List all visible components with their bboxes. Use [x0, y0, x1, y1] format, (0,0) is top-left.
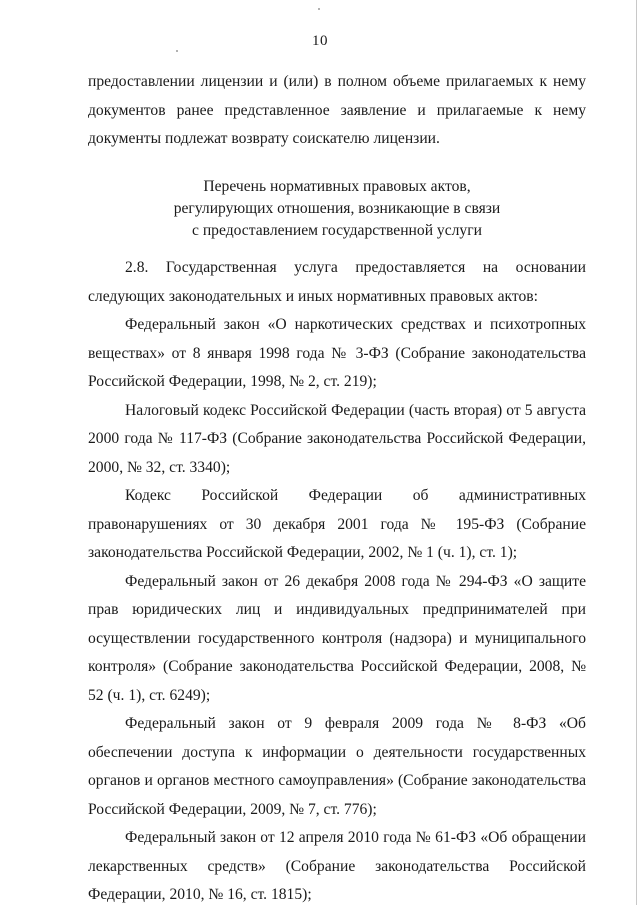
- section-heading-line-1: Перечень нормативных правовых актов,: [203, 178, 471, 195]
- section-heading-line-2: регулирующих отношения, возникающие в связи: [173, 200, 501, 217]
- legal-act-item: Федеральный закон «О наркотических средствах и психотропных веществах» от 8 января 1998 года № 3-ФЗ (Собрание законодательства Российской Федерации, 1998, № 2, ст. 219);: [88, 316, 586, 390]
- scan-edge-line: [636, 0, 637, 905]
- scan-speck: [176, 50, 178, 52]
- legal-act-item: Федеральный закон от 26 декабря 2008 года № 294-ФЗ «О защите прав юридических лиц и индивидуальных предпринимателей при осуществлении государственного контроля (надзора) и муниципального контроля» (Собрание законодательства Российской Федерации, 2008, № 52 (ч. 1), ст. 6249);: [88, 572, 586, 704]
- intro-paragraph-block: [88, 68, 586, 154]
- legal-act-item: Кодекс Российской Федерации об административных правонарушениях от 30 декабря 2001 года № 195-ФЗ (Собрание законодательства Российской Федерации, 2002, № 1 (ч. 1), ст. 1);: [88, 487, 586, 561]
- legal-act-item: Налоговый кодекс Российской Федерации (часть вторая) от 5 августа 2000 года № 117-ФЗ (Собрание законодательства Российской Федерации, 2000, № 32, ст. 3340);: [88, 401, 586, 476]
- legal-act-item: Федеральный закон от 9 февраля 2009 года № 8-ФЗ «Об обеспечении доступа к информации о деятельности государственных органов и органов местного самоуправления» (Собрание законодательства Российской Федерации, 2009, № 7, ст. 776);: [88, 715, 586, 818]
- section-heading: [88, 176, 586, 242]
- legal-acts-section: [88, 254, 586, 910]
- scan-speck: [318, 8, 320, 10]
- page-number: 10: [312, 33, 328, 49]
- section-heading-line-3: с предоставлением государственной услуги: [192, 222, 482, 239]
- clause-2-8: 2.8. Государственная услуга предоставляется на основании следующих законодательных и иных нормативных правовых актов:: [88, 259, 586, 305]
- intro-paragraph: предоставлении лицензии и (или) в полном объеме прилагаемых к нему документов ранее представленное заявление и прилагаемые к нему документы подлежат возврату соискателю лицензии.: [88, 73, 586, 147]
- legal-act-item: Федеральный закон от 12 апреля 2010 года № 61-ФЗ «Об обращении лекарственных средств» (Собрание законодательства Российской Федерации, 2010, № 16, ст. 1815);: [88, 829, 586, 903]
